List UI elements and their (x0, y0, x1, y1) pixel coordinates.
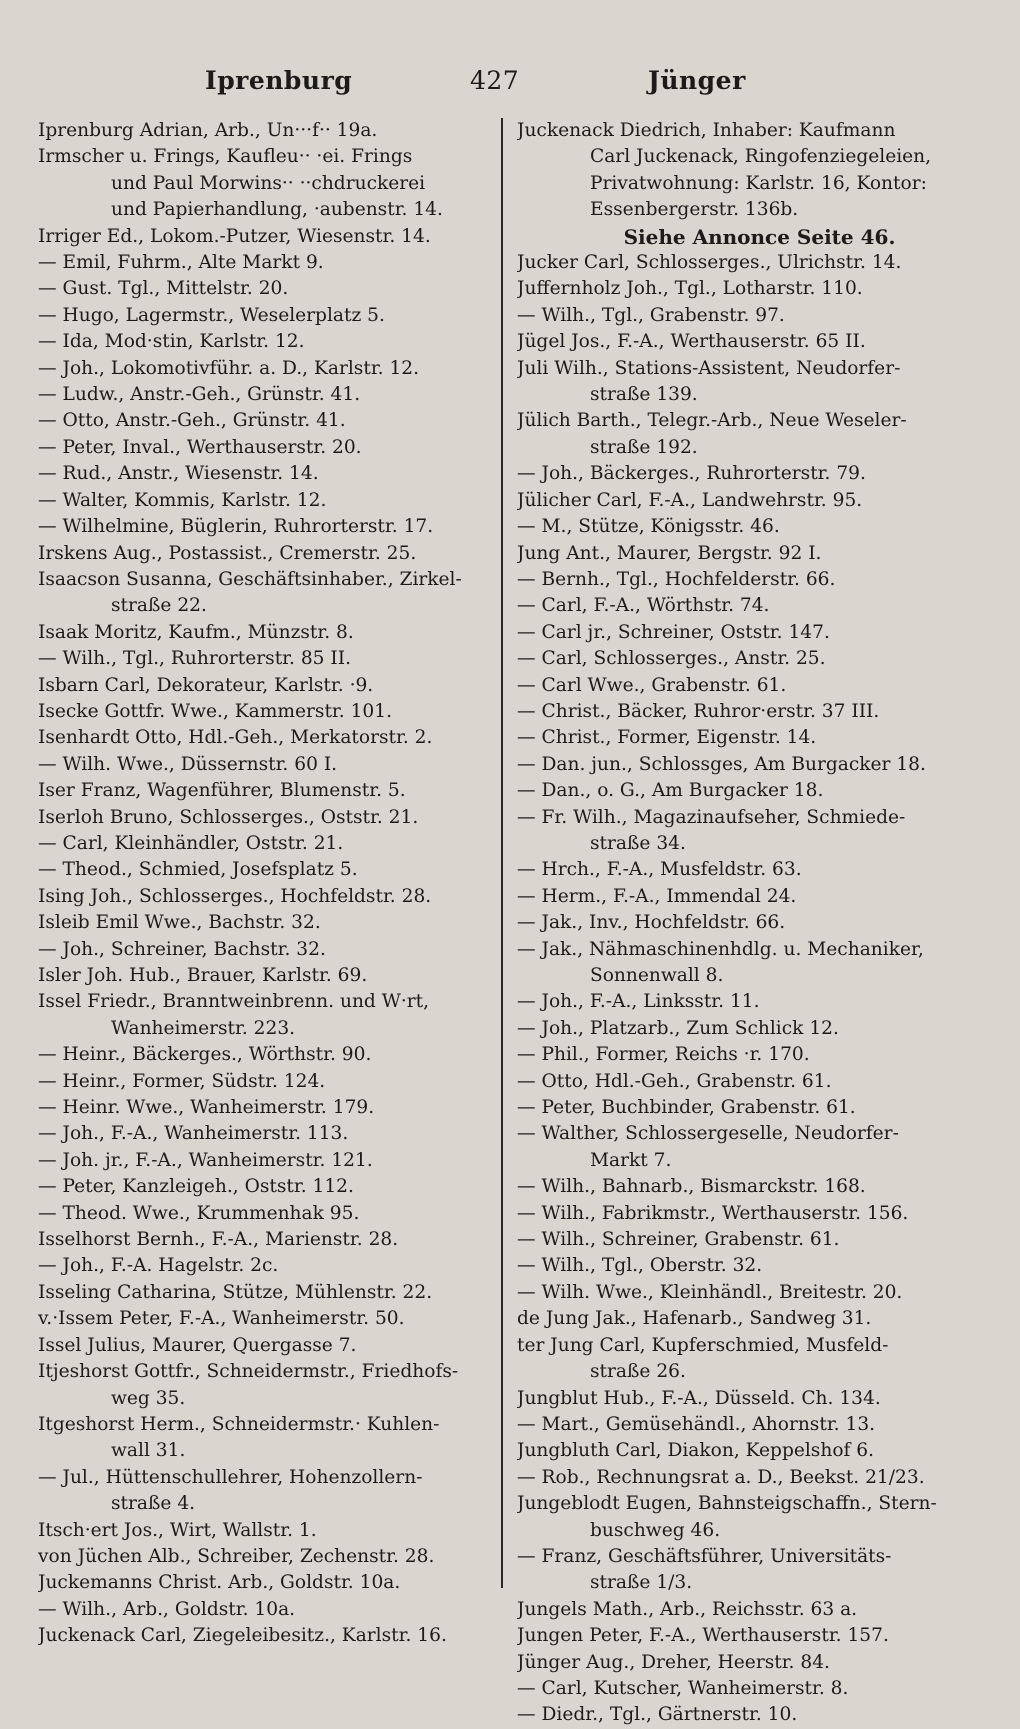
directory-entry: — Joh., F.-A., Linksstr. 11. (517, 991, 760, 1013)
directory-entry: — Wilh., Tgl., Ruhrorterstr. 85 II. (38, 648, 352, 670)
directory-entry: Iser Franz, Wagenführer, Blumenstr. 5. (38, 780, 406, 802)
directory-entry: — Ludw., Anstr.-Geh., Grünstr. 41. (38, 384, 361, 406)
directory-entry: Isecke Gottfr. Wwe., Kammerstr. 101. (38, 700, 392, 722)
directory-entry: Wanheimerstr. 223. (111, 1017, 296, 1039)
directory-entry: straße 4. (111, 1493, 196, 1515)
directory-entry: Isaacson Susanna, Geschäftsinhaber., Zirkel- (38, 568, 462, 590)
directory-entry: — Peter, Inval., Werthauserstr. 20. (38, 436, 362, 458)
directory-entry: Jungen Peter, F.-A., Werthauserstr. 157. (517, 1625, 889, 1647)
directory-entry: wall 31. (111, 1440, 186, 1462)
directory-entry: Jülich Barth., Telegr.-Arb., Neue Weseler- (517, 410, 907, 432)
directory-entry: Isler Joh. Hub., Brauer, Karlstr. 69. (38, 965, 368, 986)
directory-entry: — Franz, Geschäftsführer, Universitäts- (517, 1545, 892, 1567)
page-header (0, 66, 1020, 106)
directory-entry: — Wilh., Fabrikmstr., Werthauserstr. 156. (517, 1202, 909, 1224)
directory-entry: Jünger Aug., Dreher, Heerstr. 84. (517, 1651, 830, 1673)
directory-entry: Irskens Aug., Postassist., Cremerstr. 25. (38, 542, 417, 564)
directory-entry: — Carl, Kutscher, Wanheimerstr. 8. (517, 1677, 849, 1699)
directory-entry: Jungels Math., Arb., Reichsstr. 63 a. (517, 1598, 858, 1620)
directory-entry: — Hugo, Lagermstr., Weselerplatz 5. (38, 304, 385, 326)
directory-entry: Jucker Carl, Schlosserges., Ulrichstr. 14. (517, 252, 902, 274)
directory-entry: straße 192. (590, 436, 698, 458)
directory-entry: straße 34. (590, 832, 686, 854)
header-left-keyword: Iprenburg (205, 66, 353, 95)
directory-entry: — Diedr., Tgl., Gärtnerstr. 10. (517, 1704, 798, 1726)
directory-entry: Isbarn Carl, Dekorateur, Karlstr. ·9. (38, 674, 374, 696)
directory-entry: — Fr. Wilh., Magazinaufseher, Schmiede- (517, 806, 906, 828)
directory-entry: — Jak., Nähmaschinenhdlg. u. Mechaniker, (517, 938, 924, 960)
directory-entry: Juckenack Diedrich, Inhaber: Kaufmann (517, 120, 896, 141)
directory-entry: — Joh., Schreiner, Bachstr. 32. (38, 938, 326, 960)
directory-entry: Privatwohnung: Karlstr. 16, Kontor: (590, 172, 927, 194)
directory-entry: — Heinr., Former, Südstr. 124. (38, 1070, 326, 1092)
directory-entry: Isaak Moritz, Kaufm., Münzstr. 8. (38, 621, 354, 643)
directory-entry: Iprenburg Adrian, Arb., Un···f·· 19a. (38, 120, 378, 141)
page-number: 427 (470, 66, 520, 95)
directory-entry: Isselhorst Bernh., F.-A., Marienstr. 28. (38, 1229, 399, 1251)
directory-entry: — Phil., Former, Reichs ·r. 170. (517, 1044, 810, 1066)
directory-entry: — Emil, Fuhrm., Alte Markt 9. (38, 252, 324, 274)
directory-entry: straße 139. (590, 384, 698, 406)
directory-entry: — Wilh., Schreiner, Grabenstr. 61. (517, 1229, 840, 1251)
directory-entry: Jung Ant., Maurer, Bergstr. 92 I. (517, 542, 822, 564)
directory-entry: — Wilh., Arb., Goldstr. 10a. (38, 1598, 296, 1620)
directory-entry: Iserloh Bruno, Schlosserges., Oststr. 21. (38, 806, 419, 828)
directory-entry: Isseling Catharina, Stütze, Mühlenstr. 22. (38, 1281, 433, 1303)
directory-entry: — Carl, Kleinhändler, Oststr. 21. (38, 832, 344, 854)
directory-entry: Issel Julius, Maurer, Quergasse 7. (38, 1334, 357, 1356)
directory-entry: Jügel Jos., F.-A., Werthauserstr. 65 II. (517, 331, 866, 353)
directory-entry: — Joh., Lokomotivführ. a. D., Karlstr. 12. (38, 357, 420, 379)
left-column (38, 118, 492, 1650)
directory-entry: Jungeblodt Eugen, Bahnsteigschaffn., Stern- (517, 1493, 937, 1515)
directory-entry: Itjeshorst Gottfr., Schneidermstr., Friedhofs- (38, 1361, 459, 1383)
directory-entry: — Wilh., Bahnarb., Bismarckstr. 168. (517, 1176, 866, 1198)
directory-entry: Isenhardt Otto, Hdl.-Geh., Merkatorstr. 2. (38, 727, 433, 749)
directory-entry: straße 1/3. (590, 1572, 693, 1594)
directory-entry: — Peter, Buchbinder, Grabenstr. 61. (517, 1097, 856, 1119)
directory-entry: — Walter, Kommis, Karlstr. 12. (38, 489, 327, 511)
directory-entry: von Jüchen Alb., Schreiber, Zechenstr. 28. (38, 1545, 435, 1567)
directory-entry: — Heinr., Bäckerges., Wörthstr. 90. (38, 1044, 372, 1066)
directory-entry: Juckenack Carl, Ziegeleibesitz., Karlstr. 16. (38, 1625, 447, 1647)
header-right-keyword: Jünger (648, 66, 746, 95)
directory-entry: — Christ., Bäcker, Ruhror·erstr. 37 III. (517, 700, 880, 722)
directory-entry: Sonnenwall 8. (590, 965, 724, 986)
directory-entry: — Mart., Gemüsehändl., Ahornstr. 13. (517, 1413, 876, 1435)
directory-entry: — Bernh., Tgl., Hochfelderstr. 66. (517, 568, 836, 590)
directory-entry: Irriger Ed., Lokom.-Putzer, Wiesenstr. 14. (38, 225, 431, 247)
directory-entry: Ising Joh., Schlosserges., Hochfeldstr. 28. (38, 885, 432, 907)
directory-entry: — Walther, Schlossergeselle, Neudorfer- (517, 1123, 899, 1145)
directory-entry: ter Jung Carl, Kupferschmied, Musfeld- (517, 1334, 889, 1356)
directory-entry: — Theod. Wwe., Krummenhak 95. (38, 1202, 360, 1224)
directory-entry: Markt 7. (590, 1149, 672, 1171)
directory-entry: Jungblut Hub., F.-A., Düsseld. Ch. 134. (517, 1387, 881, 1409)
directory-entry: — M., Stütze, Königsstr. 46. (517, 516, 780, 538)
directory-entry: — Dan. jun., Schlossges, Am Burgacker 18. (517, 753, 926, 775)
directory-entry: buschweg 46. (590, 1519, 721, 1541)
directory-entry: — Otto, Hdl.-Geh., Grabenstr. 61. (517, 1070, 832, 1092)
directory-entry: — Joh., Bäckerges., Ruhrorterstr. 79. (517, 463, 866, 485)
directory-entry: — Jul., Hüttenschullehrer, Hohenzollern- (38, 1466, 423, 1488)
directory-entry: — Christ., Former, Eigenstr. 14. (517, 727, 817, 749)
directory-entry: Isleib Emil Wwe., Bachstr. 32. (38, 912, 321, 934)
directory-entry: — Wilh., Tgl., Oberstr. 32. (517, 1255, 763, 1277)
directory-entry: — Rob., Rechnungsrat a. D., Beekst. 21/23. (517, 1466, 925, 1488)
directory-entry: — Gust. Tgl., Mittelstr. 20. (38, 278, 289, 300)
column-divider (501, 118, 503, 1588)
directory-entry: — Rud., Anstr., Wiesenstr. 14. (38, 463, 319, 485)
directory-entry: straße 22. (111, 595, 207, 617)
directory-entry: — Joh., F.-A. Hagelstr. 2c. (38, 1255, 279, 1277)
directory-entry: Jungbluth Carl, Diakon, Keppelshof 6. (517, 1440, 875, 1462)
directory-entry: Siehe Annonce Seite 46. (623, 224, 896, 249)
directory-entry: — Ida, Mod·stin, Karlstr. 12. (38, 331, 305, 353)
directory-entry: — Joh., F.-A., Wanheimerstr. 113. (38, 1123, 349, 1145)
right-column (517, 118, 982, 1729)
directory-entry: — Hrch., F.-A., Musfeldstr. 63. (517, 859, 802, 881)
directory-entry: — Wilh. Wwe., Düssernstr. 60 I. (38, 753, 338, 775)
directory-entry: Essenbergerstr. 136b. (590, 199, 799, 221)
directory-entry: Juli Wilh., Stations-Assistent, Neudorfer- (517, 357, 901, 379)
directory-entry: Juffernholz Joh., Tgl., Lotharstr. 110. (517, 278, 863, 300)
directory-entry: — Wilh. Wwe., Kleinhändl., Breitestr. 20. (517, 1281, 903, 1303)
directory-entry: und Papierhandlung, ·aubenstr. 14. (111, 199, 443, 221)
directory-entry: weg 35. (111, 1387, 186, 1409)
directory-entry: — Heinr. Wwe., Wanheimerstr. 179. (38, 1097, 375, 1119)
directory-entry: — Otto, Anstr.-Geh., Grünstr. 41. (38, 410, 346, 432)
directory-entry: v.·Issem Peter, F.-A., Wanheimerstr. 50. (38, 1308, 405, 1330)
directory-entry: — Carl jr., Schreiner, Oststr. 147. (517, 621, 830, 643)
directory-entry: und Paul Morwins·· ··chdruckerei (111, 172, 426, 194)
directory-entry: Juckemanns Christ. Arb., Goldstr. 10a. (38, 1572, 401, 1594)
directory-entry: — Joh. jr., F.-A., Wanheimerstr. 121. (38, 1149, 373, 1171)
directory-entry: Carl Juckenack, Ringofenziegeleien, (590, 146, 932, 168)
directory-entry: — Dan., o. G., Am Burgacker 18. (517, 780, 824, 802)
directory-entry: Itsch·ert Jos., Wirt, Wallstr. 1. (38, 1519, 317, 1541)
directory-entry: — Joh., Platzarb., Zum Schlick 12. (517, 1017, 839, 1039)
directory-entry: Issel Friedr., Branntweinbrenn. und W·rt, (38, 991, 430, 1013)
directory-entry: — Wilhelmine, Büglerin, Ruhrorterstr. 17. (38, 516, 434, 538)
directory-entry: straße 26. (590, 1361, 686, 1383)
directory-entry: — Carl, F.-A., Wörthstr. 74. (517, 595, 770, 617)
directory-entry: — Carl Wwe., Grabenstr. 61. (517, 674, 787, 696)
directory-entry: — Carl, Schlosserges., Anstr. 25. (517, 648, 826, 670)
directory-entry: Irmscher u. Frings, Kaufleu·· ·ei. Frings (38, 146, 413, 168)
directory-entry: Jülicher Carl, F.-A., Landwehrstr. 95. (517, 489, 863, 511)
directory-entry: de Jung Jak., Hafenarb., Sandweg 31. (517, 1308, 872, 1330)
directory-entry: — Theod., Schmied, Josefsplatz 5. (38, 859, 358, 881)
directory-entry: — Wilh., Tgl., Grabenstr. 97. (517, 304, 785, 326)
directory-entry: — Peter, Kanzleigeh., Oststr. 112. (38, 1176, 354, 1198)
directory-entry: Itgeshorst Herm., Schneidermstr.· Kuhlen- (38, 1413, 440, 1435)
directory-entry: — Herm., F.-A., Immendal 24. (517, 885, 797, 907)
directory-entry: — Jak., Inv., Hochfeldstr. 66. (517, 912, 786, 934)
